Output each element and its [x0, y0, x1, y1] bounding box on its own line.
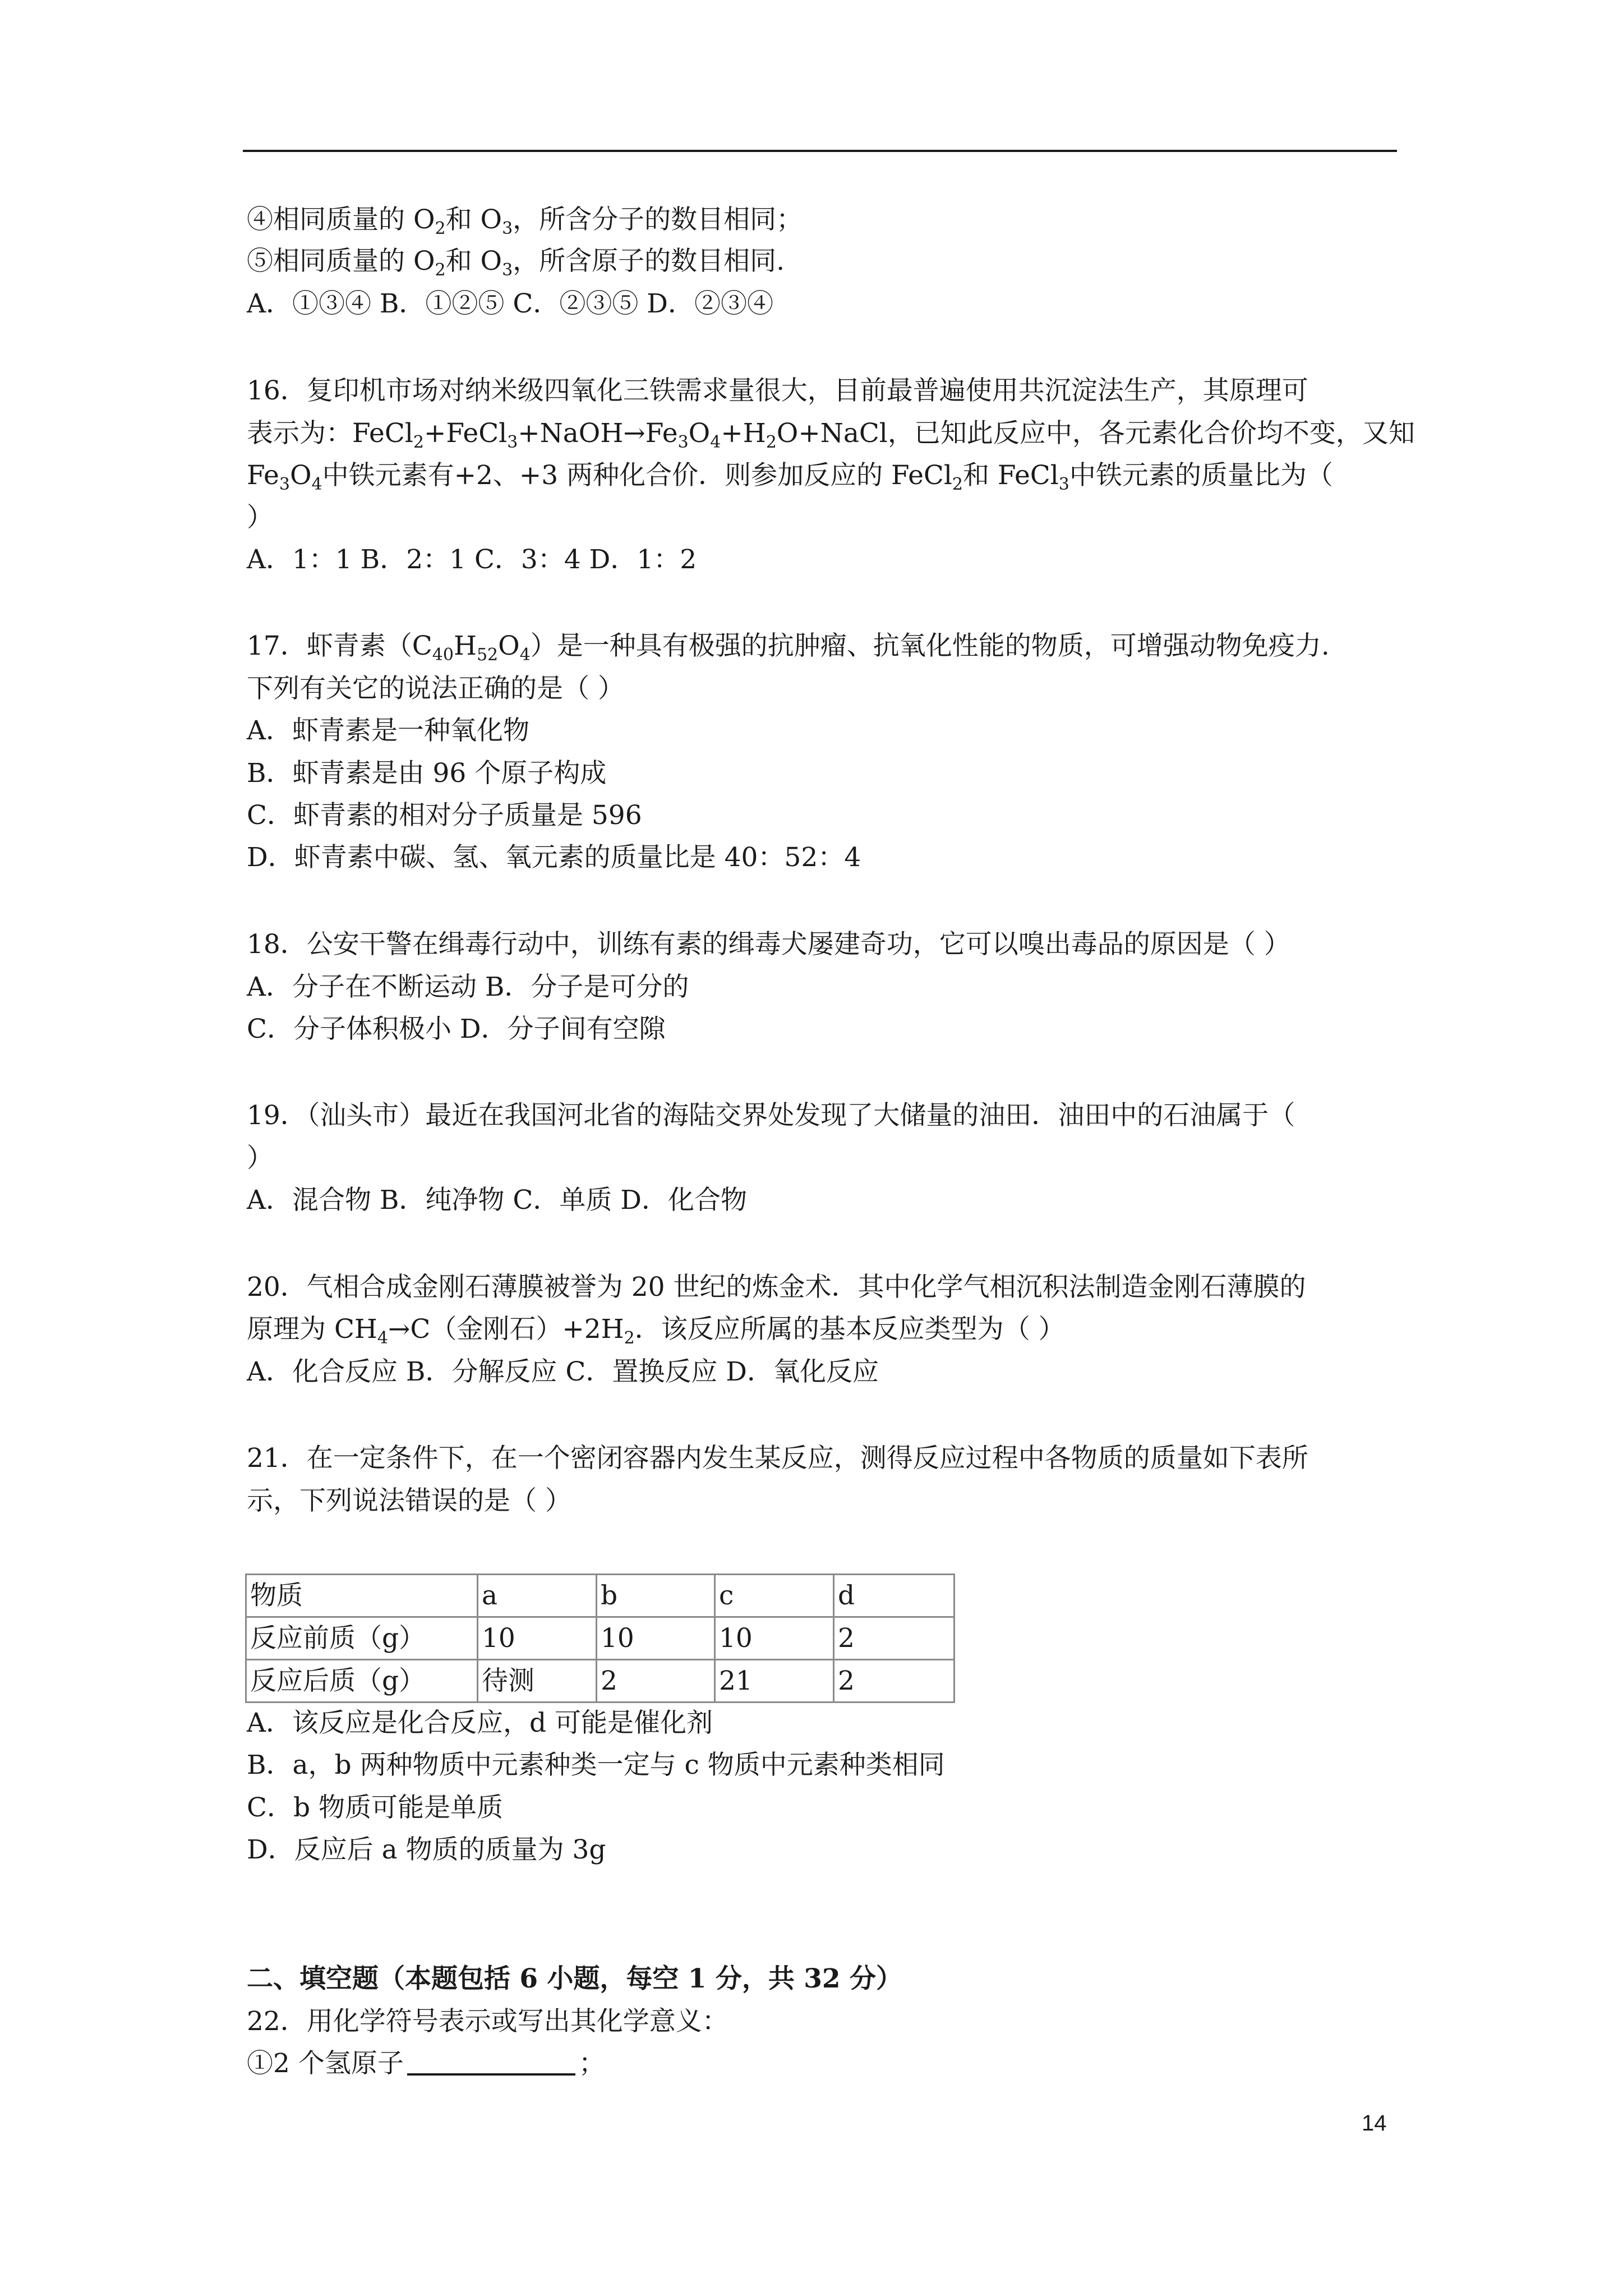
q20-stem-line-1: 20．气相合成金刚石薄膜被誉为 20 世纪的炼金术．其中化学气相沉积法制造金刚石薄膜的: [247, 1272, 1306, 1303]
q20-stem-line-2: 原理为 $CH_4\to C$（金刚石）$+2H_2$．该反应所属的基本反应类型为（ ）: [247, 1314, 1065, 1348]
q16-stem-line-3: $Fe_3O_4$中铁元素有+2、+3 两种化合价．则参加反应的 FeCl$_2$和 FeCl$_3$中铁元素的质量比为（: [247, 460, 1333, 494]
q21-stem-line-2: 示，下列说法错误的是（ ）: [247, 1485, 571, 1516]
q17-option-b: B．虾青素是由 96 个原子构成: [247, 758, 607, 789]
table-cell: c: [715, 1575, 834, 1617]
q21-stem-line-1: 21．在一定条件下，在一个密闭容器内发生某反应，测得反应过程中各物质的质量如下表所: [247, 1443, 1308, 1474]
answer-blank[interactable]: [407, 2049, 575, 2076]
q17-stem-line-2: 下列有关它的说法正确的是（ ）: [247, 673, 624, 704]
table-cell: 10: [715, 1617, 834, 1660]
table-cell: a: [478, 1575, 597, 1617]
page-number: 14: [1362, 2111, 1387, 2136]
table-cell: 10: [478, 1617, 597, 1660]
table-row: [246, 1660, 955, 1703]
q17-option-d: D．虾青素中碳、氢、氧元素的质量比是 40：52：4: [247, 842, 861, 873]
table-row: [246, 1617, 955, 1660]
table-cell: 反应后质（g）: [246, 1660, 478, 1703]
q17-option-a: A．虾青素是一种氧化物: [247, 715, 529, 746]
header-rule: [243, 150, 1397, 152]
table-cell: 反应前质（g）: [246, 1617, 478, 1660]
table-cell: 10: [597, 1617, 715, 1660]
table-cell: 物质: [246, 1575, 478, 1617]
section-heading: 二、填空题（本题包括 6 小题，每空 1 分，共 32 分）: [247, 1963, 902, 1994]
q22-item-1: ①2 个氢原子 ；: [247, 2048, 605, 2079]
q21-option-b: B．a，b 两种物质中元素种类一定与 c 物质中元素种类相同: [247, 1750, 945, 1780]
q16-options: A．1：1 B．2：1 C．3：4 D．1：2: [247, 544, 697, 575]
q21-option-c: C．b 物质可能是单质: [247, 1792, 503, 1823]
q19-stem-line-2: ）: [247, 1143, 273, 1174]
q16-stem-line-2: 表示为：$FeCl_2+FeCl_3+NaOH\to Fe_3O_4+H_2O+NaCl$，已知此反应中，各元素化合价均不变，又知: [247, 418, 1415, 452]
q18-options-row-2: C．分子体积极小 D．分子间有空隙: [247, 1014, 666, 1045]
q21-option-a: A．该反应是化合反应，d 可能是催化剂: [247, 1708, 713, 1738]
table-cell: 2: [834, 1617, 955, 1660]
q16-stem-line-1: 16．复印机市场对纳米级四氧化三铁需求量很大，目前最普遍使用共沉淀法生产，其原理可: [247, 375, 1308, 406]
table-cell: 待测: [478, 1660, 597, 1703]
table-row: [246, 1575, 955, 1617]
table-cell: d: [834, 1575, 955, 1617]
table-cell: 21: [715, 1660, 834, 1703]
q15-item-5: ⑤相同质量的 $O_2$和 $O_3$，所含原子的数目相同.: [247, 246, 785, 280]
q19-stem-line-1: 19．（汕头市）最近在我国河北省的海陆交界处发现了大储量的油田．油田中的石油属于（: [247, 1100, 1295, 1131]
q21-option-d: D．反应后 a 物质的质量为 3g: [247, 1834, 606, 1865]
q19-options: A．混合物 B．纯净物 C．单质 D．化合物: [247, 1185, 747, 1216]
q15-item-4: ④相同质量的 $O_2$和 $O_3$，所含分子的数目相同；: [247, 204, 803, 238]
q20-options: A．化合反应 B．分解反应 C．置换反应 D．氧化反应: [247, 1356, 879, 1387]
q21-mass-table: [245, 1573, 955, 1703]
q18-stem: 18．公安干警在缉毒行动中，训练有素的缉毒犬屡建奇功，它可以嗅出毒品的原因是（ ）: [247, 929, 1290, 960]
q18-options-row-1: A．分子在不断运动 B．分子是可分的: [247, 972, 689, 1002]
q15-options: A．①③④ B．①②⑤ C．②③⑤ D．②③④: [247, 288, 773, 319]
q22-stem: 22．用化学符号表示或写出其化学意义：: [247, 2006, 728, 2037]
q17-stem-line-1: 17．虾青素$(C_{40}H_{52}O_4)$是一种具有极强的抗肿瘤、抗氧化性能的物质，可增强动物免疫力.: [247, 631, 1330, 665]
table-cell: b: [597, 1575, 715, 1617]
table-cell: 2: [834, 1660, 955, 1703]
q16-stem-line-4: ）: [247, 502, 273, 533]
table-cell: 2: [597, 1660, 715, 1703]
q17-option-c: C．虾青素的相对分子质量是 596: [247, 800, 642, 831]
